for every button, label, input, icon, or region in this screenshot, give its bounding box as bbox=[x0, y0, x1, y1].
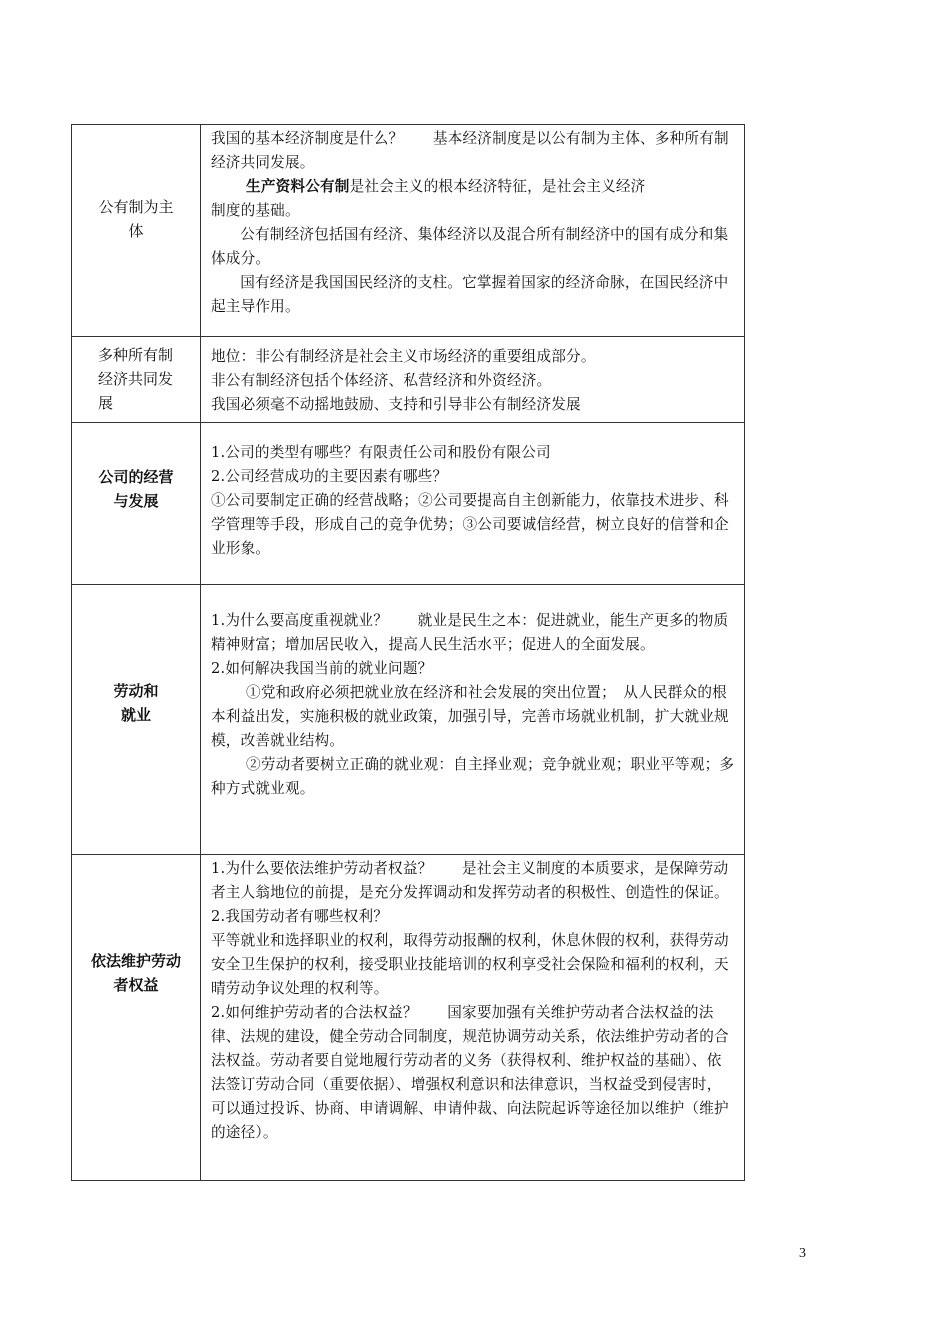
paragraph: 2.我国劳动者有哪些权利？ bbox=[211, 908, 389, 925]
paragraph bbox=[211, 175, 736, 199]
row-content-cell bbox=[201, 337, 745, 423]
paragraph: ①公司要制定正确的经营战略；②公司要提高自主创新能力，依靠技术进步、科学管理等手段，形成自己的竞争优势；③公司要诚信经营，树立良好的信誉和企业形象。 bbox=[211, 492, 729, 557]
paragraph: ①党和政府必须把就业放在经济和社会发展的突出位置； 从人民群众的根本利益出发，实施积极的就业政策，加强引导，完善市场就业机制，扩大就业规模，改善就业结构。 bbox=[211, 684, 729, 749]
table-row bbox=[72, 423, 745, 585]
paragraph-text: 是社会主义的根本经济特征，是社会主义经济 bbox=[349, 178, 646, 195]
paragraph: ②劳动者要树立正确的就业观：自主择业观；竞争就业观；职业平等观；多种方式就业观。 bbox=[211, 756, 735, 797]
paragraph: 国有经济是我国国民经济的支柱。它掌握着国家的经济命脉，在国民经济中起主导作用。 bbox=[211, 274, 729, 315]
row-label-cell bbox=[72, 423, 201, 585]
row-label: 公司的经营 bbox=[98, 468, 174, 486]
row-label: 展 bbox=[98, 394, 114, 412]
table-row bbox=[72, 855, 745, 1181]
paragraph: 我国必须毫不动摇地鼓励、支持和引导非公有制经济发展 bbox=[211, 396, 581, 413]
row-label-cell bbox=[72, 125, 201, 337]
table-row bbox=[72, 585, 745, 855]
paragraph: 非公有制经济包括个体经济、私营经济和外资经济。 bbox=[211, 372, 552, 389]
paragraph: 我国的基本经济制度是什么？ 基本经济制度是以公有制为主体、多种所有制经济共同发展。 bbox=[211, 130, 729, 171]
row-label: 劳动和 bbox=[113, 682, 159, 700]
row-label: 就业 bbox=[120, 706, 151, 724]
row-label: 者权益 bbox=[113, 976, 159, 994]
row-label: 经济共同发 bbox=[98, 370, 174, 388]
paragraph: 平等就业和选择职业的权利，取得劳动报酬的权利，休息休假的权利，获得劳动安全卫生保护的权利，接受职业技能培训的权利享受社会保险和福利的权利，天晴劳动争议处理的权利等。 bbox=[211, 932, 729, 997]
paragraph: 地位：非公有制经济是社会主义市场经济的重要组成部分。 bbox=[211, 348, 596, 365]
paragraph: 2.如何维护劳动者的合法权益？ 国家要加强有关维护劳动者合法权益的法律、法规的建设，健全劳动合同制度，规范协调劳动关系，依法维护劳动者的合法权益。劳动者要自觉地履行劳动者的义务（获得权利、维护权益的基础）、依法签订劳动合同（重要依据）、增强权利意识和法律意识，当权益受到侵害时，可以通过投诉、协商、申请调解、申请仲裁、向法院起诉等途径加以维护（维护的途径）。 bbox=[211, 1004, 729, 1141]
paragraph: 1.为什么要高度重视就业？ 就业是民生之本：促进就业，能生产更多的物质精神财富；增加居民收入，提高人民生活水平；促进人的全面发展。 bbox=[211, 612, 729, 653]
table-row bbox=[72, 337, 745, 423]
row-content-cell bbox=[201, 585, 745, 855]
row-label: 多种所有制 bbox=[98, 346, 174, 364]
knowledge-table bbox=[71, 124, 745, 1181]
row-label: 依法维护劳动 bbox=[90, 952, 181, 970]
paragraph: 制度的基础。 bbox=[211, 202, 300, 219]
row-label: 与发展 bbox=[113, 492, 159, 510]
paragraph: 2.公司经营成功的主要因素有哪些？ bbox=[211, 468, 448, 485]
row-label: 公有制为主 bbox=[98, 198, 174, 216]
table-row bbox=[72, 125, 745, 337]
key-term: 生产资料公有制 bbox=[246, 178, 350, 195]
paragraph: 1.为什么要依法维护劳动者权益？ 是社会主义制度的本质要求，是保障劳动者主人翁地位的前提，是充分发挥调动和发挥劳动者的积极性、创造性的保证。 bbox=[211, 860, 729, 901]
paragraph: 1.公司的类型有哪些？有限责任公司和股份有限公司 bbox=[211, 444, 551, 461]
paragraph: 2.如何解决我国当前的就业问题？ bbox=[211, 660, 433, 677]
row-label: 体 bbox=[128, 222, 144, 240]
page-number: 3 bbox=[799, 1246, 806, 1261]
row-content-cell bbox=[201, 855, 745, 1181]
row-content-cell bbox=[201, 125, 745, 337]
row-content-cell bbox=[201, 423, 745, 585]
row-label-cell bbox=[72, 337, 201, 423]
row-label-cell bbox=[72, 855, 201, 1181]
paragraph: 公有制经济包括国有经济、集体经济以及混合所有制经济中的国有成分和集体成分。 bbox=[211, 226, 729, 267]
row-label-cell bbox=[72, 585, 201, 855]
